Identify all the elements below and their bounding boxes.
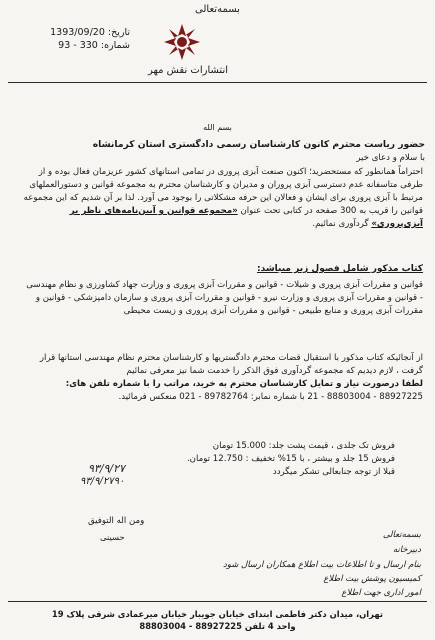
body3b: لطفا درصورت نیاز و تمایل کارشناسان محترم به خرید، مراتب را با شماره تلفن های: [65, 379, 423, 389]
body-paragraph-1 [23, 166, 423, 231]
header-invocation: بسمه‌تعالی [195, 4, 240, 15]
handwritten-note-1: بسمه‌تعالی [382, 530, 421, 540]
handwritten-note-4: کمیسیون پوشش بیت اطلاع [323, 574, 421, 584]
body-paragraph-3 [23, 352, 423, 404]
footer-address: تهران، میدان دکتر فاطمی ابتدای خیابان جویبار خیابان میرعمادی شرقی پلاک 19 [51, 609, 384, 619]
book-title: «مجموعه قوانین و آیین‌نامه‌های ناظر بر آبزی‌پروری» [69, 206, 423, 229]
footer-divider [8, 601, 427, 602]
number-label: شماره: 330 - 93 [58, 40, 130, 51]
closing: ومن اله التوفیق [88, 516, 145, 526]
signer-name: حسینی [100, 532, 125, 542]
handwritten-note-3: بنام ارسال و تا اطلاعات بیت اطلاع همکاران ارسال شود [223, 560, 421, 570]
letter-meta [10, 26, 130, 52]
header-divider [8, 82, 427, 83]
publisher-logo-icon [162, 22, 202, 62]
phones: 88927225 - 88803004 - 21 با شماره نمابر: 89782764 - 021 منعکس فرمائید. [118, 392, 423, 402]
handwritten-date-2: ۹۳/۹/۲۷۹۰ [80, 476, 125, 487]
body3a: از آنجائیکه کتاب مذکور با استقبال قضات محترم دادگستریها و کارشناسان محترم نظام مهندسی استانها قرار گرفت ، لازم دیدیم که مجموعه گردآوری فوق الذکر را خدمت شما نیز معرفی نمائیم [39, 353, 423, 376]
footer-contact: واحد 4 تلفن 88927225 - 88803004 [139, 621, 296, 631]
salutation: بسم الله [203, 123, 232, 132]
chapters-list: قوانین و مقررات آبزی پروری و شیلات - قوانین و مقررات آبزی پروری و وزارت جهاد کشاورزی و نظام مهندسی - قوانین و مقررات آبزی پروری و وزارت نیرو - قوانین و مقررات آبزی پروری و سازمان دامپزشکی - قوانین و مقررات آبزی پروری و منابع طبیعی - قوانین و مقررات آبزی پروری و زیست محیطی [26, 280, 423, 316]
publisher-name: انتشارات نقش مهر [148, 65, 228, 76]
chapters-heading: کتاب مذکور شامل فصول زیر میباشد: [257, 264, 423, 274]
footer [0, 608, 435, 632]
greeting: با سلام و دعای خیر [356, 153, 425, 163]
price-bulk: فروش 15 جلد و بیشتر ، با 15% تخفیف : 12.750 تومان. [186, 454, 395, 464]
handwritten-date-1: ۹۳/۹/۲۷ [88, 462, 125, 475]
price-single: فروش تک جلدی ، قیمت پشت جلد: 15.000 تومان [212, 441, 395, 451]
addressee: حضور ریاست محترم کانون کارشناسان رسمی دادگستری استان کرمانشاه [92, 139, 425, 150]
body1-end: گردآوری نمائیم. [312, 219, 369, 229]
date-label: تاریخ: 1393/09/20 [50, 27, 130, 38]
thanks: قبلا از توجه جنابعالی تشکر میگردد [272, 467, 395, 477]
handwritten-note-5: امور اداری جهت اطلاع [341, 588, 421, 598]
handwritten-note-2: دبیرخانه [392, 545, 421, 555]
body1-text: احتراماً همانطور که مستحضرید؛ اکنون صنعت آبزی پروری در تمامی استانهای کشور عزیزمان فعال بوده و از طرفی متاسفانه عدم دسترسی آبزی پروران و مدیران و کارشناسان محترم به مجموعه قوانین و دستورالعملهای مرتبط با آبزی پروری برای ایشان و فعالان این حرفه مشکلاتی را بوجود می آورد. لذا بر آن شدیم که این مجموعه قوانین را قریب به 300 صفحه در کتابی تحت عنوان [23, 167, 423, 216]
